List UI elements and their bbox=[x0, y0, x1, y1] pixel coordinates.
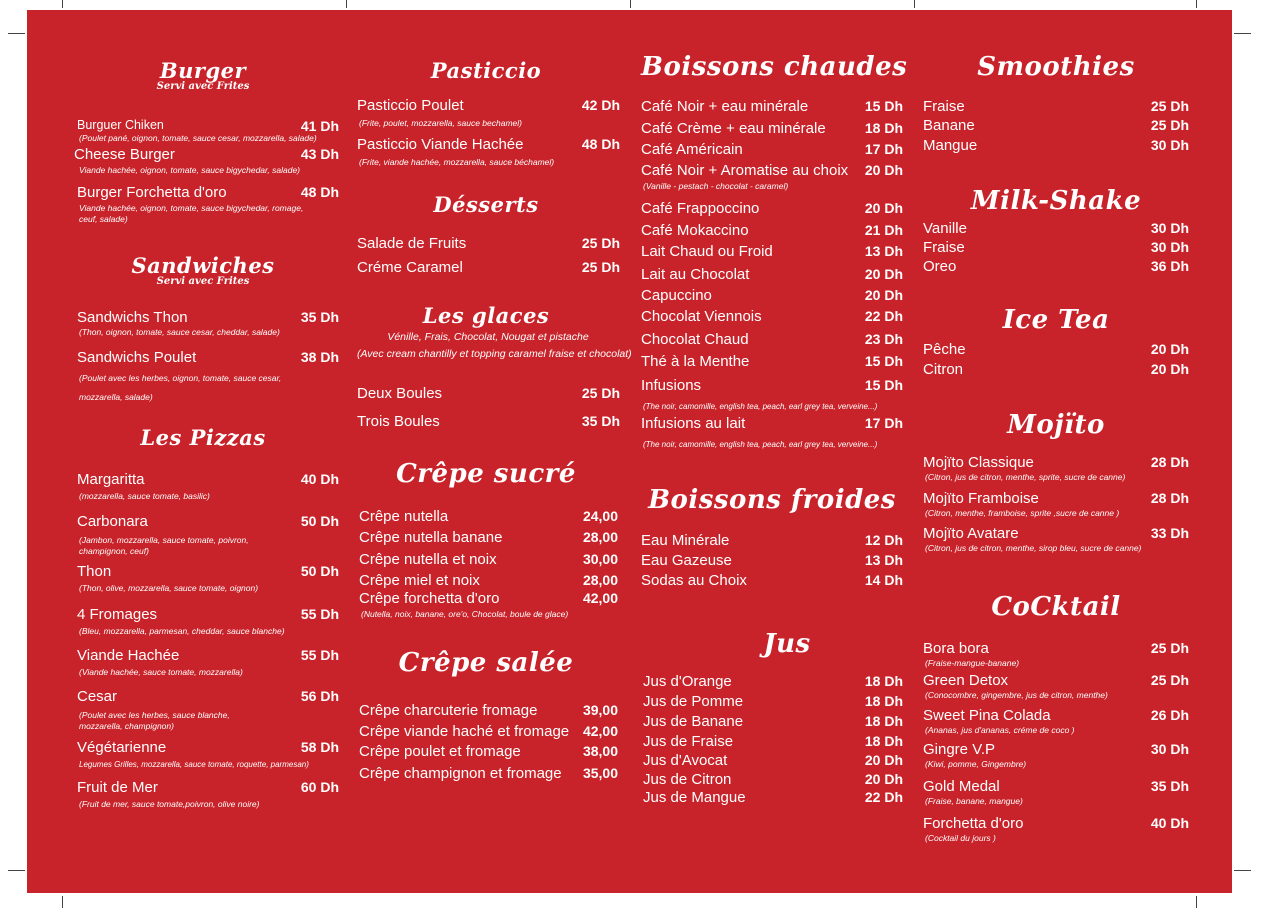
menu-item: Pêche 20 Dh bbox=[923, 341, 1189, 358]
menu-item: Deux Boules 25 Dh bbox=[357, 385, 620, 402]
crop-mark bbox=[346, 0, 347, 8]
section-title-milk-shake: Milk-Shake bbox=[970, 186, 1142, 216]
menu-item: Café Crème + eau minérale 18 Dh bbox=[641, 120, 903, 137]
menu-item: Sandwichs Thon 35 Dh (Thon, oignon, tomate, sauce cesar, cheddar, salade) bbox=[77, 309, 339, 337]
menu-item: Café Mokaccino 21 Dh bbox=[641, 222, 903, 239]
menu-item: Bora bora 25 Dh (Fraise-mangue-banane) bbox=[923, 640, 1189, 668]
section-title-pizzas: Les Pizzas bbox=[140, 425, 266, 450]
crop-mark bbox=[914, 0, 915, 8]
crop-mark bbox=[1196, 896, 1197, 908]
section-title-glaces: Les glaces bbox=[422, 303, 550, 328]
menu-item: Thon 50 Dh (Thon, olive, mozzarella, sauce tomate, oignon) bbox=[77, 563, 339, 593]
menu-item: Banane 25 Dh bbox=[923, 117, 1189, 134]
section-title-smoothies: Smoothies bbox=[977, 52, 1135, 82]
crop-mark bbox=[62, 896, 63, 908]
menu-item: Crêpe viande haché et fromage 42,00 bbox=[359, 723, 618, 740]
crop-mark bbox=[1234, 33, 1251, 34]
menu-item: Salade de Fruits 25 Dh bbox=[357, 235, 620, 252]
section-title-crepe-sucre: Crêpe sucré bbox=[396, 459, 576, 489]
crop-mark bbox=[630, 0, 631, 8]
menu-item: Fruit de Mer 60 Dh (Fruit de mer, sauce tomate,poivron, olive noire) bbox=[77, 779, 339, 809]
menu-item: Infusions au lait 17 Dh (The noir, camomille, english tea, peach, earl grey tea, verveine...) bbox=[641, 415, 903, 449]
menu-item: Cesar 56 Dh (Poulet avec les herbes, sauce blanche, mozzarella, champignon) bbox=[77, 688, 339, 731]
section-title-cocktail: CoCktail bbox=[991, 592, 1121, 622]
menu-item: Jus de Fraise 18 Dh bbox=[643, 733, 903, 750]
menu-item: Crêpe nutella et noix 30,00 bbox=[359, 551, 618, 568]
menu-item: Lait Chaud ou Froid 13 Dh bbox=[641, 243, 903, 260]
menu-item: Pasticcio Viande Hachée 48 Dh (Frite, viande hachée, mozzarella, sauce béchamel) bbox=[357, 136, 620, 167]
menu-item: Jus d'Orange 18 Dh bbox=[643, 673, 903, 690]
crop-mark bbox=[8, 33, 25, 34]
menu-item: Fraise 25 Dh bbox=[923, 98, 1189, 115]
menu-item: Vanille 30 Dh bbox=[923, 220, 1189, 237]
menu-item: Jus de Pomme 18 Dh bbox=[643, 693, 903, 710]
section-title-ice-tea: Ice Tea bbox=[1002, 305, 1110, 335]
menu-item: Crêpe poulet et fromage 38,00 bbox=[359, 743, 618, 760]
section-title-jus: Jus bbox=[763, 629, 811, 659]
menu-item: Lait au Chocolat 20 Dh bbox=[641, 266, 903, 283]
menu-item: Végétarienne 58 Dh Legumes Grilles, mozzarella, sauce tomate, roquette, parmesan) bbox=[77, 739, 339, 769]
glaces-toppings: (Avec cream chantilly et topping caramel fraise et chocolat) bbox=[357, 348, 632, 360]
crop-mark bbox=[1196, 0, 1197, 8]
menu-item: Chocolat Chaud 23 Dh bbox=[641, 331, 903, 348]
crop-mark bbox=[1234, 870, 1251, 871]
menu-item: Burguer Chiken 41 Dh (Poulet pané, oignon, tomate, sauce cesar, mozzarella, salade) bbox=[77, 118, 339, 143]
menu-item: Chocolat Viennois 22 Dh bbox=[641, 308, 903, 325]
menu-item: Citron 20 Dh bbox=[923, 361, 1189, 378]
menu-item: Café Frappoccino 20 Dh bbox=[641, 200, 903, 217]
menu-item: Cheese Burger 43 Dh Viande hachée, oignon, tomate, sauce bigychedar, salade) bbox=[74, 146, 339, 175]
section-title-desserts: Désserts bbox=[433, 192, 539, 217]
section-title-boissons-froides: Boissons froides bbox=[648, 485, 896, 515]
menu-item: Gold Medal 35 Dh (Fraise, banane, mangue) bbox=[923, 778, 1189, 806]
menu-item: Pasticcio Poulet 42 Dh (Frite, poulet, mozzarella, sauce bechamel) bbox=[357, 97, 620, 128]
menu-item: Jus d'Avocat 20 Dh bbox=[643, 752, 903, 769]
section-title-crepe-salee: Crêpe salée bbox=[398, 648, 574, 678]
section-title-mojito: Mojïto bbox=[1007, 410, 1105, 440]
menu-item: Carbonara 50 Dh (Jambon, mozzarella, sauce tomate, poivron, champignon, ceuf) bbox=[77, 513, 339, 556]
menu-item: Sweet Pina Colada 26 Dh (Ananas, jus d'ananas, créme de coco ) bbox=[923, 707, 1189, 735]
menu-item: Sandwichs Poulet 38 Dh (Poulet avec les herbes, oignon, tomate, sauce cesar, mozzarella, salade) bbox=[77, 349, 339, 402]
menu-item: Jus de Mangue 22 Dh bbox=[643, 789, 903, 806]
menu-item: Créme Caramel 25 Dh bbox=[357, 259, 620, 276]
section-title-sandwiches: Sandwiches Servi avec Frites bbox=[131, 253, 275, 287]
menu-item: Café Noir + eau minérale 15 Dh bbox=[641, 98, 903, 115]
menu-item: Café Noir + Aromatise au choix 20 Dh (Vanille - pestach - chocolat - caramel) bbox=[641, 162, 903, 191]
menu-item: Margaritta 40 Dh (mozzarella, sauce tomate, basilic) bbox=[77, 471, 339, 501]
menu-item: Oreo 36 Dh bbox=[923, 258, 1189, 275]
menu-item: Forchetta d'oro 40 Dh (Cocktail du jours ) bbox=[923, 815, 1189, 843]
section-title-boissons-chaudes: Boissons chaudes bbox=[641, 52, 908, 82]
section-title-burger: Burger Servi avec Frites bbox=[156, 58, 250, 92]
menu-item: Café Américain 17 Dh bbox=[641, 141, 903, 158]
menu-item: Crêpe forchetta d'oro 42,00 (Nutella, noix, banane, ore'o, Chocolat, boule de glace) bbox=[359, 590, 618, 619]
menu-item: Viande Hachée 55 Dh (Viande hachée, sauce tomate, mozzarella) bbox=[77, 647, 339, 677]
menu-item: Burger Forchetta d'oro 48 Dh Viande hachée, oignon, tomate, sauce bigychedar, romage, ceuf, salade) bbox=[77, 184, 339, 224]
menu-item: Capuccino 20 Dh bbox=[641, 287, 903, 304]
glaces-flavours: Vénille, Frais, Chocolat, Nougat et pistache bbox=[387, 331, 589, 343]
menu-item: Gingre V.P 30 Dh (Kiwi, pomme, Gingembre) bbox=[923, 741, 1189, 769]
menu-item: Mangue 30 Dh bbox=[923, 137, 1189, 154]
menu-item: Jus de Banane 18 Dh bbox=[643, 713, 903, 730]
crop-mark bbox=[8, 870, 25, 871]
menu-item: Mojïto Classique 28 Dh (Citron, jus de citron, menthe, sprite, sucre de canne) bbox=[923, 454, 1189, 482]
section-title-pasticcio: Pasticcio bbox=[430, 58, 542, 83]
menu-item: Trois Boules 35 Dh bbox=[357, 413, 620, 430]
menu-item: Fraise 30 Dh bbox=[923, 239, 1189, 256]
menu-item: Jus de Citron 20 Dh bbox=[643, 771, 903, 788]
menu-item: 4 Fromages 55 Dh (Bleu, mozzarella, parmesan, cheddar, sauce blanche) bbox=[77, 606, 339, 636]
menu-item: Sodas au Choix 14 Dh bbox=[641, 572, 903, 589]
menu-item: Infusions 15 Dh (The noir, camomille, english tea, peach, earl grey tea, verveine...) bbox=[641, 377, 903, 411]
menu-item: Mojïto Avatare 33 Dh (Citron, jus de citron, menthe, sirop bleu, sucre de canne) bbox=[923, 525, 1189, 553]
menu-item: Thé à la Menthe 15 Dh bbox=[641, 353, 903, 370]
menu-item: Crêpe nutella 24,00 bbox=[359, 508, 618, 525]
crop-mark bbox=[62, 0, 63, 8]
menu-item: Crêpe charcuterie fromage 39,00 bbox=[359, 702, 618, 719]
menu-item: Eau Gazeuse 13 Dh bbox=[641, 552, 903, 569]
menu-item: Eau Minérale 12 Dh bbox=[641, 532, 903, 549]
menu-item: Crêpe miel et noix 28,00 bbox=[359, 572, 618, 589]
menu-item: Green Detox 25 Dh (Conocombre, gingembre, jus de citron, menthe) bbox=[923, 672, 1189, 700]
menu-item: Mojïto Framboise 28 Dh (Citron, menthe, framboise, sprite ,sucre de canne ) bbox=[923, 490, 1189, 518]
menu-item: Crêpe nutella banane 28,00 bbox=[359, 529, 618, 546]
menu-item: Crêpe champignon et fromage 35,00 bbox=[359, 765, 618, 782]
menu-page bbox=[27, 10, 1232, 893]
